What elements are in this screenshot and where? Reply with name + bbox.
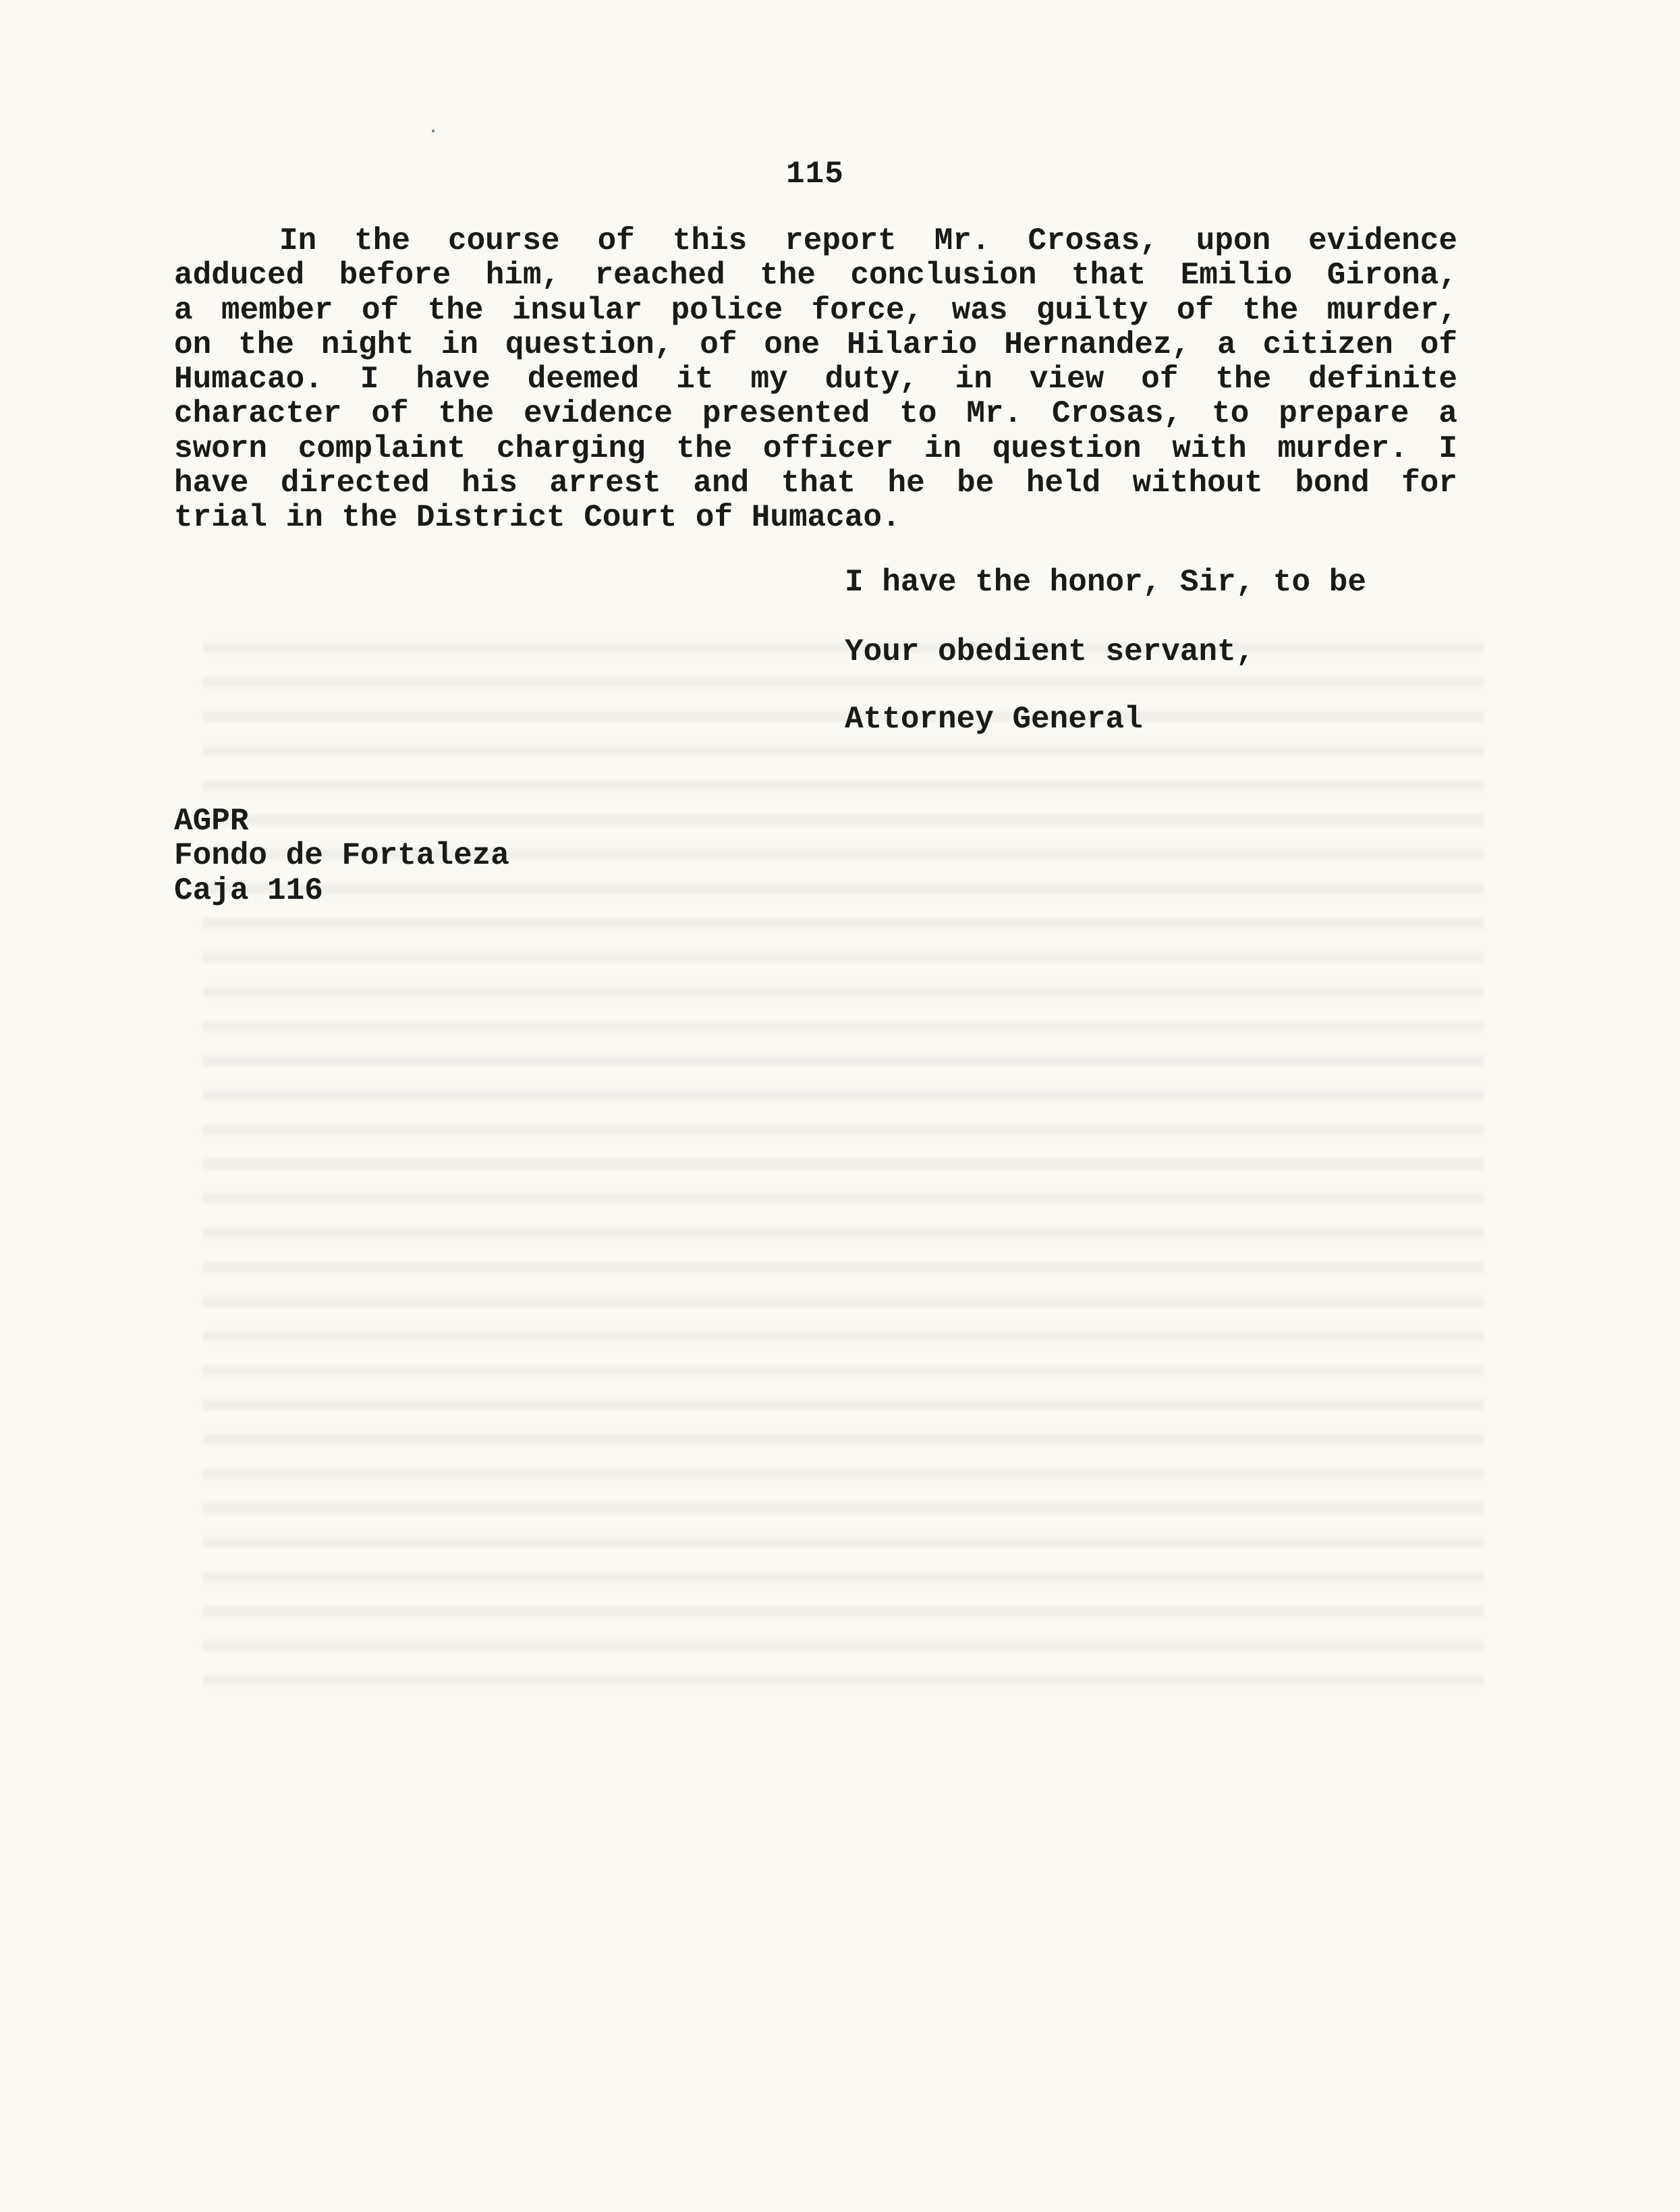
paper-speck [432, 130, 435, 132]
body-line: character of the evidence presented to Mr. Crosas, to prepare a [174, 396, 1457, 432]
closing-honor: I have the honor, Sir, to be [845, 565, 1366, 600]
citation-fondo: Fondo de Fortaleza [174, 838, 509, 874]
body-line: a member of the insular police force, was guilty of the murder, [174, 292, 1457, 328]
body-line: on the night in question, of one Hilario Hernandez, a citizen of [174, 327, 1457, 362]
closing-servant: Your obedient servant, [845, 634, 1255, 669]
bleed-through-texture [202, 628, 1484, 1707]
body-line: sworn complaint charging the officer in question with murder. I [174, 431, 1457, 466]
signature-title: Attorney General [845, 702, 1143, 737]
page-number: 115 [786, 157, 844, 192]
citation-box: Caja 116 [174, 873, 323, 908]
body-line: adduced before him, reached the conclusion that Emilio Girona, [174, 258, 1457, 294]
body-line: trial in the District Court of Humacao. [174, 500, 901, 536]
body-paragraph [174, 224, 1457, 536]
body-line: have directed his arrest and that he be held without bond for [174, 466, 1457, 501]
archive-citation [174, 804, 509, 908]
citation-archive: AGPR [174, 804, 249, 839]
body-line: Humacao. I have deemed it my duty, in view of the definite [174, 362, 1457, 397]
body-line: In the course of this report Mr. Crosas, upon evidence [279, 223, 1457, 258]
